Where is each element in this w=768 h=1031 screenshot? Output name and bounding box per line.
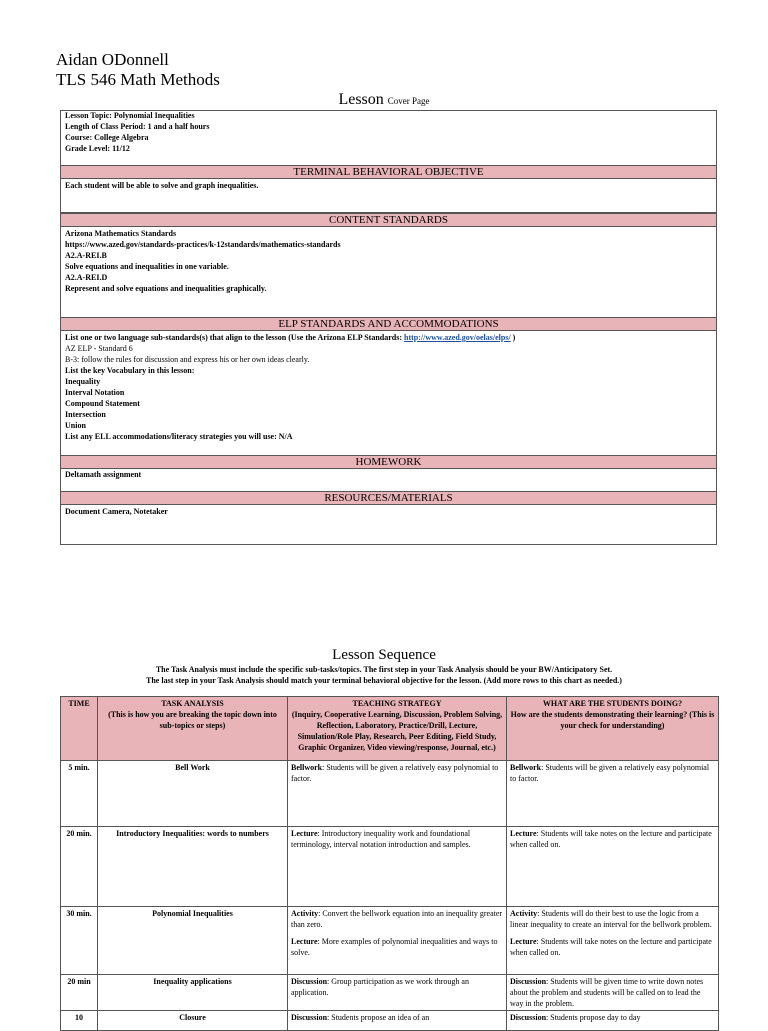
elp-header: ELP STANDARDS AND ACCOMMODATIONS [60,317,717,331]
table-row [61,761,719,827]
standards-line: A2.A-REI.D [65,273,108,282]
col-time-header: TIME [61,697,98,761]
page-title [0,90,768,111]
page-title-main: Lesson [338,91,384,108]
page-title-sub: Cover Page [387,96,430,106]
vocab-heading: List the key Vocabulary in this lesson: [65,366,195,375]
row-strategy [288,907,507,975]
strategy-text: : Students propose an idea of an [327,1013,430,1022]
strategy-label: Discussion [291,977,328,986]
lesson-topic: Lesson Topic: Polynomial Inequalities [65,111,195,120]
students-label: Bellwork [510,763,542,772]
row-strategy [288,1011,507,1031]
class-length: Length of Class Period: 1 and a half hours [65,122,210,131]
row-task: Introductory Inequalities: words to numbers [98,827,288,907]
row-students [507,907,719,975]
row-strategy [288,827,507,907]
students-label: Lecture [510,937,537,946]
vocab-item: Inequality [65,377,101,386]
students-text: : Students will be given time to write down notes about the problem and students will be called on to lead the way in the problem. [510,977,704,1008]
grade-level: Grade Level: 11/12 [65,144,130,153]
col-strategy-header: TEACHING STRATEGY (Inquiry, Cooperative Learning, Discussion, Problem Solving, Reflection, Laboratory, Practice/Drill, Lecture, Simulation/Role Play, Research, Peer Editing, Field Study, Graphic Organizer, Video viewing/response, Journal, etc.) [288,697,507,761]
row-time: 10 [61,1011,98,1031]
vocab-item: Interval Notation [65,388,125,397]
row-time: 30 min. [61,907,98,975]
standards-line: Represent and solve equations and inequalities graphically. [65,284,267,293]
row-task: Closure [98,1011,288,1031]
strategy-label: Bellwork [291,763,323,772]
table-row [61,907,719,975]
students-text: : Students propose day to day [546,1013,641,1022]
objective-text: Each student will be able to solve and graph inequalities. [65,181,259,190]
row-strategy [288,761,507,827]
sequence-title: Lesson Sequence [332,647,436,663]
row-task: Bell Work [98,761,288,827]
row-task: Inequality applications [98,975,288,1011]
strategy-label: Discussion [291,1013,328,1022]
homework-header: HOMEWORK [60,455,717,469]
elp-intro-close: ) [512,333,516,342]
students-label: Lecture [510,829,537,838]
table-row [61,827,719,907]
homework-box [60,468,717,492]
students-text: : Students will do their best to use the logic from a linear inequality to create an interval for the bellwork problem. [510,909,712,929]
standards-line: Arizona Mathematics Standards [65,229,177,238]
row-students [507,975,719,1011]
sequence-note: The Task Analysis must include the specific sub-tasks/topics. The first step in your Task Analysis should be your BW/Anticipatory Set. [155,665,613,674]
homework-text: Deltamath assignment [65,470,142,479]
standards-line: https://www.azed.gov/standards-practices/k-12standards/mathematics-standards [65,240,341,249]
standards-line: A2.A-REI.B [65,251,107,260]
standards-line: Solve equations and inequalities in one variable. [65,262,229,271]
strategy-text: : Group participation as we work through an application. [291,977,469,997]
vocab-item: Compound Statement [65,399,140,408]
vocab-item: Intersection [65,410,106,419]
strategy-text: : Introductory inequality work and foundational terminology, interval notation introduction and samples. [291,829,471,849]
elp-intro-text: List one or two language sub-standards(s) that align to the lesson (Use the Arizona ELP Standards: [65,333,402,342]
vocab-item: Union [65,421,86,430]
table-row [61,1011,719,1031]
course-line: Course: College Algebra [65,133,149,142]
elp-link[interactable]: http://www.azed.gov/oelas/elps/ [404,333,511,342]
col-students-header: WHAT ARE THE STUDENTS DOING? How are the students demonstrating their learning? (This is your check for understanding) [507,697,719,761]
resources-text: Document Camera, Notetaker [65,507,168,516]
ell-accommodations: List any ELL accommodations/literacy strategies you will use: N/A [65,432,293,441]
resources-header: RESOURCES/MATERIALS [60,491,717,505]
strategy-label: Lecture [291,829,318,838]
author-name: Aidan ODonnell [56,50,169,69]
students-text: : Students will take notes on the lecture and participate when called on. [510,829,712,849]
students-label: Activity [510,909,538,918]
students-text: : Students will take notes on the lecture and participate when called on. [510,937,712,957]
objective-header: TERMINAL BEHAVIORAL OBJECTIVE [60,165,717,179]
table-row [61,975,719,1011]
standards-header: CONTENT STANDARDS [60,213,717,227]
row-time: 20 min [61,975,98,1011]
strategy-label: Lecture [291,937,318,946]
students-text: : Students will be given a relatively easy polynomial to factor. [510,763,710,783]
strategy-text: : Students will be given a relatively easy polynomial to factor. [291,763,499,783]
row-students [507,827,719,907]
col-task-header: TASK ANALYSIS (This is how you are breaking the topic down into sub-topics or steps) [98,697,288,761]
row-students [507,761,719,827]
strategy-text: : More examples of polynomial inequalities and ways to solve. [291,937,498,957]
lesson-sequence-table [60,696,719,1031]
row-strategy [288,975,507,1011]
course-name: TLS 546 Math Methods [56,70,220,89]
strategy-text: : Convert the bellwork equation into an inequality greater than zero. [291,909,503,929]
row-time: 20 min. [61,827,98,907]
students-label: Discussion [510,977,547,986]
elp-substandard: B-3: follow the rules for discussion and express his or her own ideas clearly. [65,355,310,364]
table-header-row [61,697,719,761]
strategy-label: Activity [291,909,319,918]
elp-intro [65,332,515,343]
row-time: 5 min. [61,761,98,827]
elp-standard: AZ ELP - Standard 6 [65,344,133,353]
sequence-note: The last step in your Task Analysis should match your terminal behavioral objective for the lesson. (Add more rows to this chart as needed.) [146,676,622,685]
row-task: Polynomial Inequalities [98,907,288,975]
students-label: Discussion [510,1013,547,1022]
row-students [507,1011,719,1031]
